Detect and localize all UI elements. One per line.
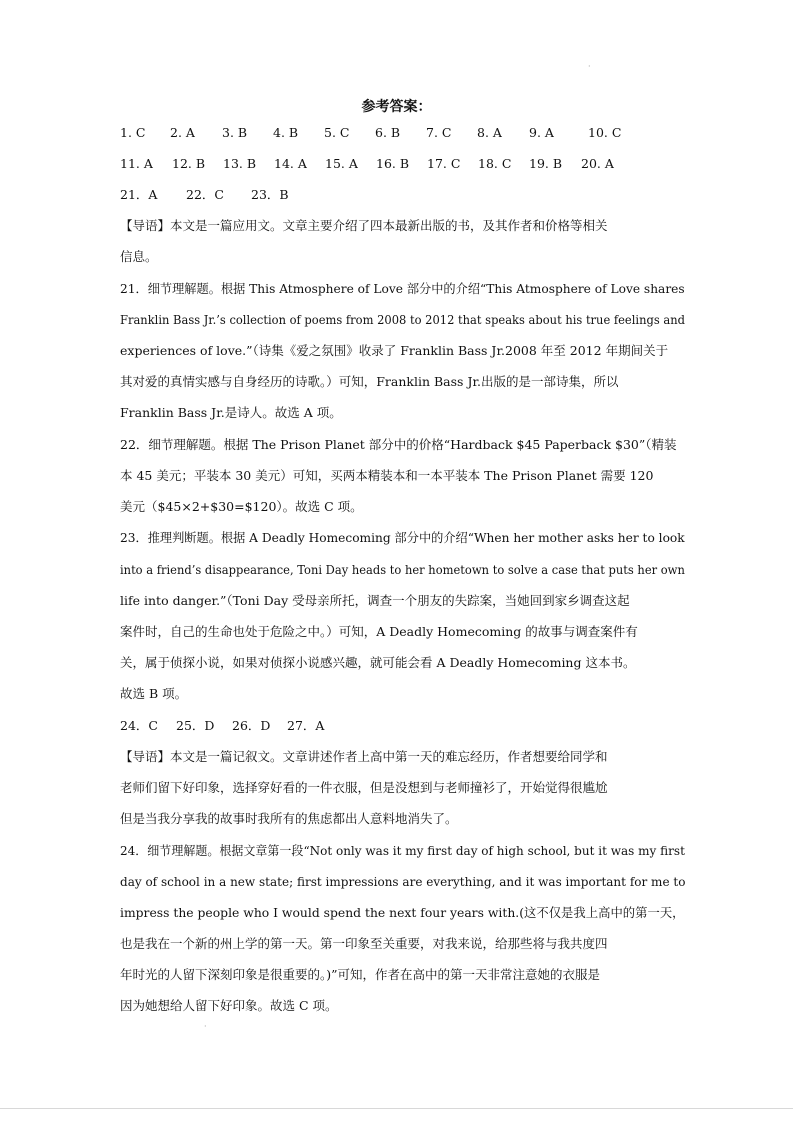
paragraph-line: 其对爱的真情实感与自身经历的诗歌。）可知，Franklin Bass Jr.出版的是一部诗集，所以 (120, 374, 619, 389)
answer-item: 15. A (325, 156, 358, 171)
paragraph-line: 老师们留下好印象，选择穿好看的一件衣服，但是没想到与老师撞衫了，开始觉得很尴尬 (120, 780, 608, 795)
paragraph-line: 因为她想给人留下好印象。故选 C 项。 (120, 998, 338, 1013)
answer-item: 2. A (170, 125, 195, 140)
answer-item: 25．D (176, 718, 215, 733)
answer-item: 6. B (375, 125, 401, 140)
paragraph-line: 23．推理判断题。根据 A Deadly Homecoming 部分中的介绍“When her mother asks her to look (120, 530, 685, 545)
answer-item: 19. B (529, 156, 563, 171)
answer-item: 9. A (529, 125, 554, 140)
answer-item: 11. A (120, 156, 153, 171)
answer-item: 26．D (232, 718, 271, 733)
header-mark: · (588, 62, 591, 71)
answer-item: 12. B (172, 156, 206, 171)
paragraph-line: 案件时，自己的生命也处于危险之中。）可知，A Deadly Homecoming 的故事与调查案件有 (120, 624, 638, 639)
answer-item: 23．B (251, 187, 289, 202)
answer-item: 5. C (324, 125, 350, 140)
answer-item: 24．C (120, 718, 158, 733)
answer-item: 8. A (477, 125, 502, 140)
page-title: 参考答案： (361, 99, 432, 115)
paragraph-line: day of school in a new state; first impressions are everything, and it was important for me to (120, 874, 686, 889)
paragraph-line: life into danger.”（Toni Day 受母亲所托，调查一个朋友的失踪案，当她回到家乡调查这起 (120, 593, 630, 608)
answer-item: 7. C (426, 125, 452, 140)
footer-mark: · (204, 1022, 207, 1031)
paragraph-line: 年时光的人留下深刻印象是很重要的。)”可知，作者在高中的第一天非常注意她的衣服是 (120, 967, 601, 982)
answers-row-2 (120, 156, 614, 172)
answers-row-3 (120, 187, 289, 203)
answer-item: 4. B (273, 125, 299, 140)
paragraph-line: 美元（$45×2+$30=$120）。故选 C 项。 (120, 499, 363, 514)
answer-item: 21．A (120, 187, 158, 202)
answer-item: 18. C (478, 156, 512, 171)
answer-item: 3. B (222, 125, 248, 140)
answer-item: 20. A (581, 156, 614, 171)
paragraph-line: 也是我在一个新的州上学的第一天。第一印象至关重要，对我来说，给那些将与我共度四 (120, 936, 608, 951)
paragraph-line: experiences of love.”（诗集《爱之氛围》收录了 Franklin Bass Jr.2008 年至 2012 年期间关于 (120, 343, 669, 358)
answer-item: 22．C (186, 187, 224, 202)
paragraph-line: 24．细节理解题。根据文章第一段“Not only was it my first day of high school, but it was my first (120, 843, 685, 858)
paragraph-line: Franklin Bass Jr.’s collection of poems from 2008 to 2012 that speaks about his true feelings and (120, 312, 685, 327)
answer-item: 27．A (287, 718, 325, 733)
bottom-divider (0, 1108, 793, 1109)
paragraph-line: 但是当我分享我的故事时我所有的焦虑都出人意料地消失了。 (120, 811, 458, 826)
paragraph-line: 21．细节理解题。根据 This Atmosphere of Love 部分中的介绍“This Atmosphere of Love shares (120, 281, 685, 296)
paragraph-line: impress the people who I would spend the next four years with.(这不仅是我上高中的第一天， (120, 905, 685, 920)
answers-row-1 (120, 125, 621, 141)
paragraph-line: 【导语】本文是一篇应用文。文章主要介绍了四本最新出版的书，及其作者和价格等相关 (120, 218, 608, 233)
paragraph-line: 本 45 美元；平装本 30 美元）可知，买两本精装本和一本平装本 The Prison Planet 需要 120 (120, 468, 654, 483)
answer-item: 17. C (427, 156, 461, 171)
answer-item: 1. C (120, 125, 146, 140)
paragraph-line: Franklin Bass Jr.是诗人。故选 A 项。 (120, 405, 342, 420)
paragraph-line: into a friend’s disappearance, Toni Day heads to her hometown to solve a case that puts her own (120, 562, 685, 577)
paragraph-line: 22．细节理解题。根据 The Prison Planet 部分中的价格“Hardback $45 Paperback $30”（精装 (120, 437, 677, 452)
answer-item: 14. A (274, 156, 307, 171)
answer-item: 13. B (223, 156, 257, 171)
paragraph-line: 关，属于侦探小说，如果对侦探小说感兴趣，就可能会看 A Deadly Homecoming 这本书。 (120, 655, 636, 670)
paragraph-line: 信息。 (120, 249, 158, 264)
paragraph-line: 故选 B 项。 (120, 686, 188, 701)
answer-item: 10. C (588, 125, 622, 140)
answer-item: 16. B (376, 156, 410, 171)
answers-row-4 (120, 718, 324, 734)
paragraph-line: 【导语】本文是一篇记叙文。文章讲述作者上高中第一天的难忘经历，作者想要给同学和 (120, 749, 608, 764)
